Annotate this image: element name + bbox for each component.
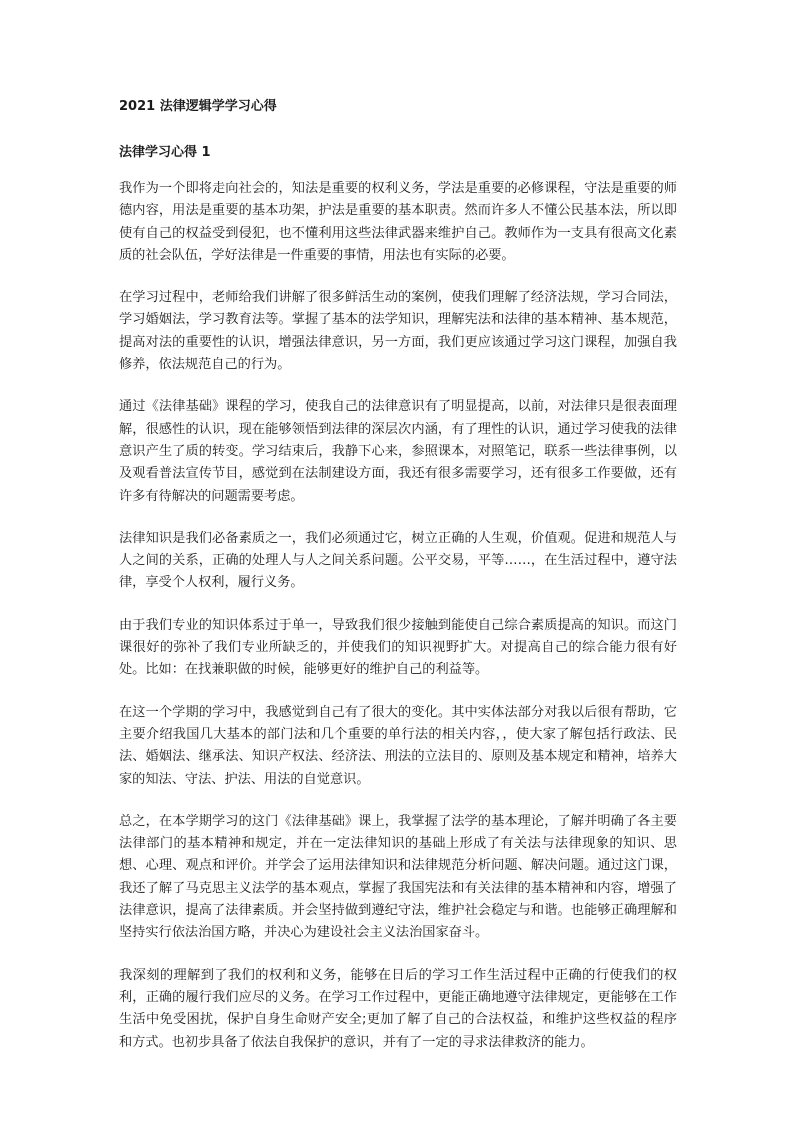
paragraph-2: 在学习过程中，老师给我们讲解了很多鲜活生动的案例，使我们理解了经济法规，学习合同法，学习婚姻法，学习教育法等。掌握了基本的法学知识，理解宪法和法律的基本精神、基本规范，提高对法的重要性的认识，增强法律意识，另一方面，我们更应该通过学习这门课程，加强自我修养，依法规范自己的行为。: [119, 290, 677, 373]
paragraph-8: 我深刻的理解到了我们的权利和义务，能够在日后的学习工作生活过程中正确的行使我们的权利，正确的履行我们应尽的义务。在学习工作过程中，更能正确地遵守法律规定，更能够在工作生活中免受困扰，保护自身生命财产安全;更加了解了自己的合法权益，和维护这些权益的程序和方式。也初步具备了依法自我保护的意识，并有了一定的寻求法律救济的能力。: [119, 967, 677, 1050]
document-page: [119, 96, 677, 1074]
paragraph-7: 总之，在本学期学习的这门《法律基础》课上，我掌握了法学的基本理论，了解并明确了各主要法律部门的基本精神和规定，并在一定法律知识的基础上形成了有关法与法律现象的知识、思想、心理、观点和评价。并学会了运用法律知识和法律规范分析问题、解决问题。通过这门课，我还了解了马克思主义法学的基本观点，掌握了我国宪法和有关法律的基本精神和内容，增强了法律意识，提高了法律素质。并会坚持做到遵纪守法，维护社会稳定与和谐。也能够正确理解和坚持实行依法治国方略，并决心为建设社会主义法治国家奋斗。: [119, 813, 677, 941]
paragraph-6: 在这一个学期的学习中，我感觉到自己有了很大的变化。其中实体法部分对我以后很有帮助，它主要介绍我国几大基本的部门法和几个重要的单行法的相关内容，，使大家了解包括行政法、民法、婚姻法、继承法、知识产权法、经济法、刑法的立法目的、原则及基本规定和精神，培养大家的知法、守法、护法、用法的自觉意识。: [119, 704, 677, 787]
paragraph-1: 我作为一个即将走向社会的，知法是重要的权利义务，学法是重要的必修课程，守法是重要的师德内容，用法是重要的基本功架，护法是重要的基本职责。然而许多人不懂公民基本法，所以即使有自己的权益受到侵犯，也不懂利用这些法律武器来维护自己。教师作为一支具有很高文化素质的社会队伍，学好法律是一件重要的事情，用法也有实际的必要。: [119, 181, 677, 263]
section-heading: 法律学习心得 1: [119, 145, 211, 160]
paragraph-5: 由于我们专业的知识体系过于单一，导致我们很少接触到能使自己综合素质提高的知识。而这门课很好的弥补了我们专业所缺乏的，并使我们的知识视野扩大。对提高自己的综合能力很有好处。比如：在找兼职做的时候，能够更好的维护自己的利益等。: [119, 617, 677, 678]
paragraph-4: 法律知识是我们必备素质之一，我们必须通过它，树立正确的人生观，价值观。促进和规范人与人之间的关系，正确的处理人与人之间关系问题。公平交易，平等……，在生活过程中，遵守法律，享受个人权利，履行义务。: [119, 530, 677, 591]
document-title: 2021 法律逻辑学学习心得: [119, 99, 277, 114]
paragraph-3: 通过《法律基础》课程的学习，使我自己的法律意识有了明显提高，以前，对法律只是很表面理解，很感性的认识，现在能够领悟到法律的深层次内涵，有了理性的认识，通过学习使我的法律意识产生了质的转变。学习结束后，我静下心来，参照课本，对照笔记，联系一些法律事例，以及观看普法宣传节目，感觉到在法制建设方面，我还有很多需要学习，还有很多工作要做，还有许多有待解决的问题需要考虑。: [119, 399, 677, 504]
